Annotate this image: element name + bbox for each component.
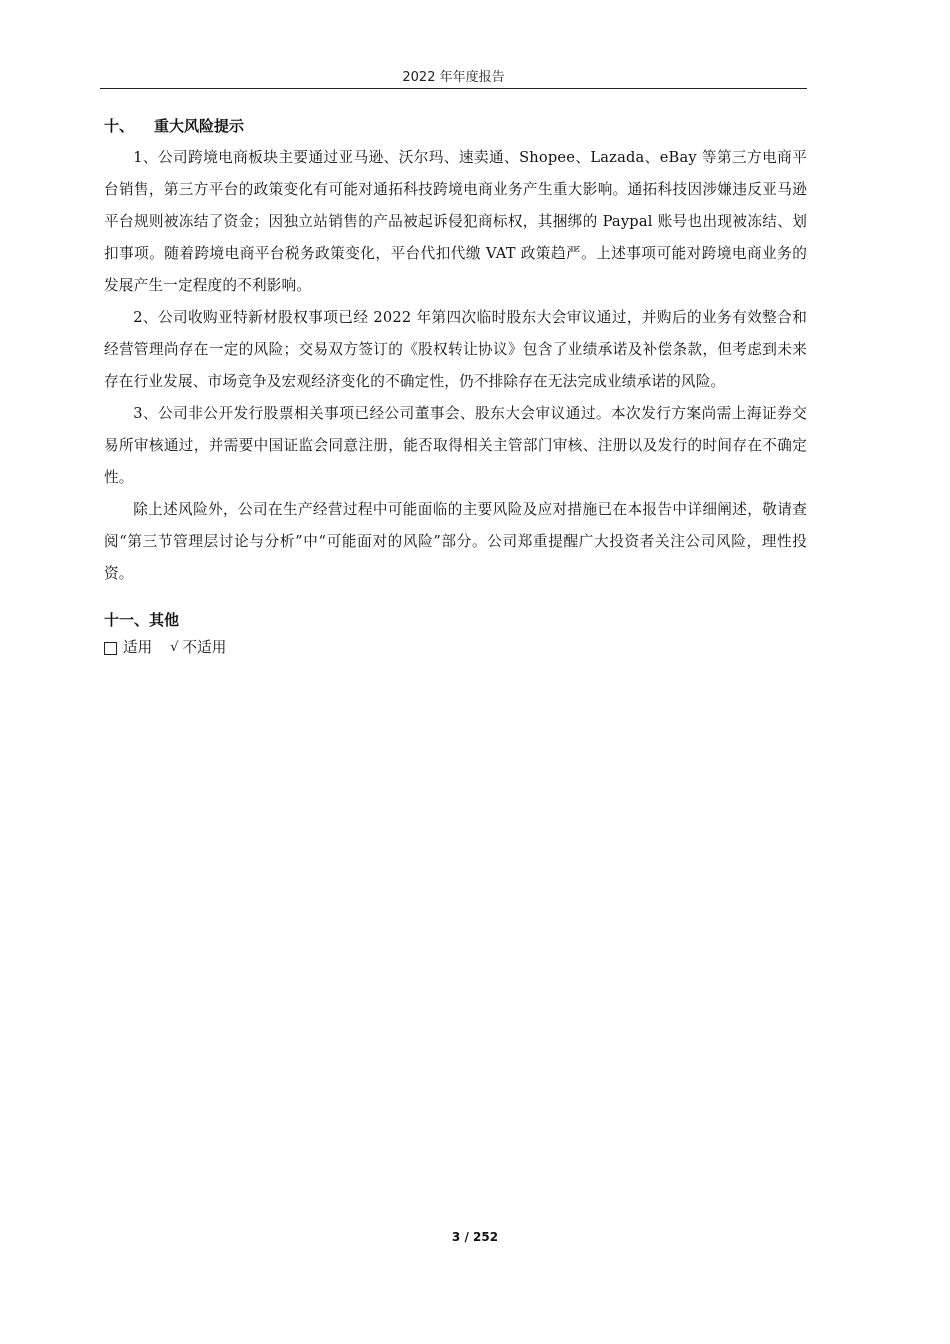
risk-paragraph-3: 3、公司非公开发行股票相关事项已经公司董事会、股东大会审议通过。本次发行方案尚需上海证券交易所审核通过，并需要中国证监会同意注册，能否取得相关主管部门审核、注册以及发行的时间存在不确定性。 (104, 405, 807, 486)
risk-paragraph-2: 2、公司收购亚特新材股权事项已经 2022 年第四次临时股东大会审议通过，并购后的业务有效整合和经营管理尚存在一定的风险；交易双方签订的《股权转让协议》包含了业绩承诺及补偿条款，但考虑到未来存在行业发展、市场竞争及宏观经济变化的不确定性，仍不排除存在无法完成业绩承诺的风险。 (104, 309, 807, 390)
option-applicable-label: 适用 (123, 639, 153, 656)
page-content (104, 114, 807, 662)
section-10-title: 重大风险提示 (154, 117, 245, 135)
check-mark-icon: √ (170, 640, 179, 655)
header-divider (100, 88, 807, 89)
page-header-title: 2022 年年度报告 (402, 70, 505, 85)
page-number: 3 / 252 (451, 1230, 499, 1244)
section-11-heading: 十一、其他 (104, 611, 180, 629)
unchecked-box-icon (104, 642, 117, 655)
option-not-applicable-label: 不适用 (182, 639, 227, 656)
risk-paragraph-1: 1、公司跨境电商板块主要通过亚马逊、沃尔玛、速卖通、Shopee、Lazada、eBay 等第三方电商平台销售，第三方平台的政策变化有可能对通拓科技跨境电商业务产生重大影响。通拓科技因涉嫌违反亚马逊平台规则被冻结了资金；因独立站销售的产品被起诉侵犯商标权，其捆绑的 Paypal 账号也出现被冻结、划扣事项。随着跨境电商平台税务政策变化，平台代扣代缴 VAT 政策趋严。上述事项可能对跨境电商业务的发展产生一定程度的不利影响。 (104, 149, 807, 294)
applicability-options (104, 634, 807, 662)
section-10-heading (104, 114, 807, 138)
section-10-number: 十、 (104, 117, 135, 135)
risk-paragraph-4: 除上述风险外，公司在生产经营过程中可能面临的主要风险及应对措施已在本报告中详细阐述，敬请查阅“第三节管理层讨论与分析”中“可能面对的风险”部分。公司郑重提醒广大投资者关注公司风险，理性投资。 (104, 501, 807, 582)
